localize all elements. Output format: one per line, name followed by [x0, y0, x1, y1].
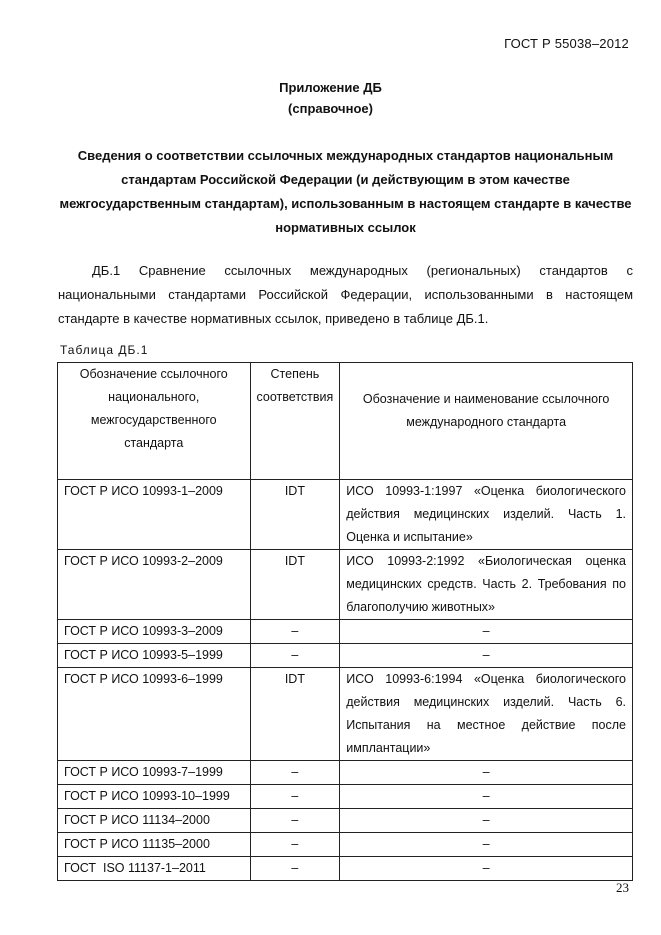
document-code: ГОСТ Р 55038–2012 — [504, 36, 629, 51]
degree-cell: – — [250, 809, 340, 833]
international-standard-cell: – — [340, 620, 633, 644]
degree-cell: – — [250, 857, 340, 881]
international-standard-cell: ИСО 10993-2:1992 «Биологическая оценка медицинских средств. Часть 2. Требования по благополучию животных» — [340, 550, 633, 620]
international-standard-cell: ИСО 10993-1:1997 «Оценка биологического действия медицинских изделий. Часть 1. Оценка и испытание» — [340, 480, 633, 550]
national-standard-cell: ГОСТ Р ИСО 11134–2000 — [58, 809, 251, 833]
degree-cell: – — [250, 644, 340, 668]
national-standard-cell: ГОСТ Р ИСО 11135–2000 — [58, 833, 251, 857]
degree-cell: – — [250, 620, 340, 644]
international-standard-cell: – — [340, 857, 633, 881]
national-standard-cell: ГОСТ Р ИСО 10993-7–1999 — [58, 761, 251, 785]
intro-paragraph: ДБ.1 Сравнение ссылочных международных (региональных) стандартов с национальными стандартами Российской Федерации, использованными в настоящем стандарте в качестве нормативных ссылок, приведено в таблице ДБ.1. — [58, 263, 633, 326]
degree-cell: IDT — [250, 668, 340, 761]
international-standard-cell: – — [340, 809, 633, 833]
international-standard-cell: – — [340, 833, 633, 857]
table-row — [58, 761, 633, 785]
table-row — [58, 644, 633, 668]
header-international-standard: Обозначение и наименование ссылочного международного стандарта — [340, 363, 633, 480]
table-row — [58, 833, 633, 857]
national-standard-cell: ГОСТ Р ИСО 10993-2–2009 — [58, 550, 251, 620]
international-standard-cell: – — [340, 785, 633, 809]
degree-cell: IDT — [250, 550, 340, 620]
national-standard-cell: ГОСТ Р ИСО 10993-1–2009 — [58, 480, 251, 550]
national-standard-cell: ГОСТ Р ИСО 10993-3–2009 — [58, 620, 251, 644]
header-national-standard: Обозначение ссылочного национального, межгосударственного стандарта — [58, 363, 251, 480]
national-standard-cell: ГОСТ Р ИСО 10993-6–1999 — [58, 668, 251, 761]
table-row — [58, 480, 633, 550]
table-row — [58, 620, 633, 644]
section-heading: Сведения о соответствии ссылочных международных стандартов национальным стандартам Российской Федерации (и действующим в этом качестве межгосударственным стандартам), использованным в настоящем стандарте в качестве нормативных ссылок — [59, 148, 632, 235]
degree-cell: – — [250, 785, 340, 809]
appendix-title: Приложение ДБ — [279, 80, 382, 95]
table-caption: Таблица ДБ.1 — [60, 343, 149, 357]
table-header-row — [58, 363, 633, 480]
international-standard-cell: ИСО 10993-6:1994 «Оценка биологического действия медицинских изделий. Часть 6. Испытания на местное действие после имплантации» — [340, 668, 633, 761]
degree-cell: IDT — [250, 480, 340, 550]
appendix-subtitle: (справочное) — [288, 101, 373, 116]
national-standard-cell: ГОСТ Р ИСО 10993-10–1999 — [58, 785, 251, 809]
degree-cell: – — [250, 761, 340, 785]
national-standard-cell: ГОСТ Р ИСО 10993-5–1999 — [58, 644, 251, 668]
table-row — [58, 785, 633, 809]
degree-cell: – — [250, 833, 340, 857]
standards-table — [57, 362, 633, 881]
international-standard-cell: – — [340, 644, 633, 668]
international-standard-cell: – — [340, 761, 633, 785]
page-number: 23 — [616, 880, 629, 895]
header-degree: Степень соответствия — [250, 363, 340, 480]
table-row — [58, 857, 633, 881]
national-standard-cell: ГОСТ ISO 11137-1–2011 — [58, 857, 251, 881]
table-row — [58, 668, 633, 761]
table-row — [58, 550, 633, 620]
table-row — [58, 809, 633, 833]
